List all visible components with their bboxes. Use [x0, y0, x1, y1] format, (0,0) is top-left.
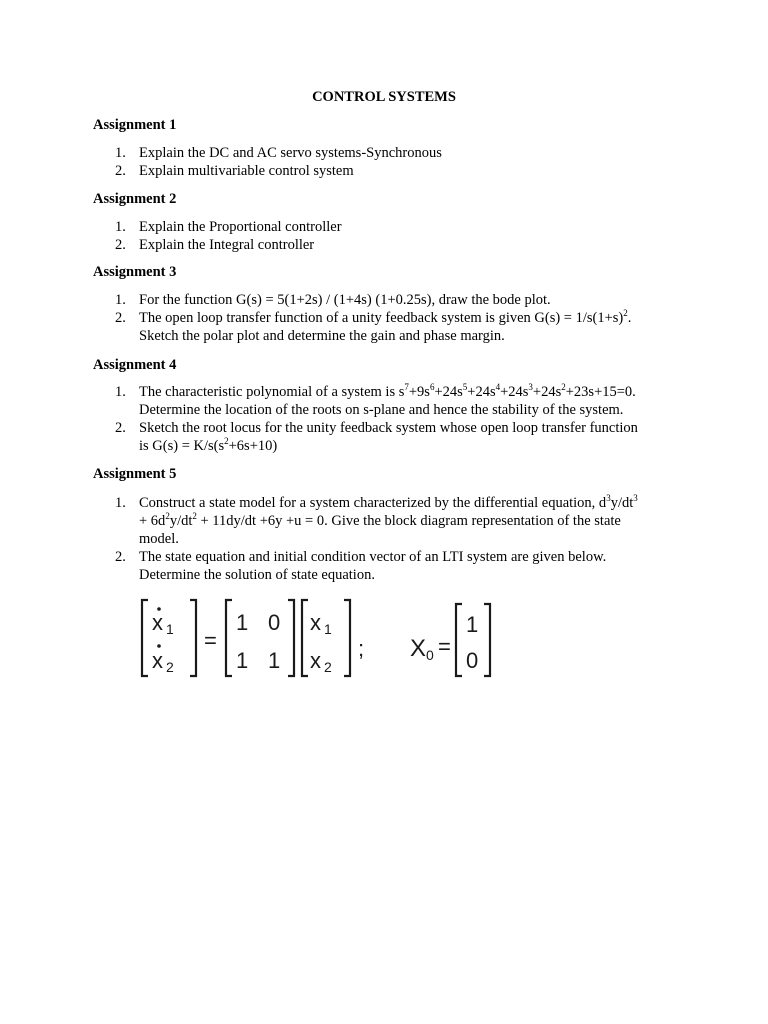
equals-sign-2: =	[438, 634, 451, 659]
list-item: 2. Explain the Integral controller	[115, 237, 315, 253]
assignment-5-heading: Assignment 5	[93, 466, 177, 482]
state-equation-svg	[138, 596, 528, 682]
assignment-1-list	[93, 144, 683, 180]
xdot2-sub: 2	[166, 659, 174, 675]
equals-sign: =	[204, 628, 217, 653]
page-title: CONTROL SYSTEMS	[312, 89, 456, 105]
list-item: 1. Explain the DC and AC servo systems-Synchronous	[115, 145, 442, 161]
bracket-left-icon	[302, 600, 308, 676]
semicolon: ;	[358, 636, 365, 661]
x0-label: X	[410, 635, 427, 662]
bracket-left-icon	[456, 604, 462, 676]
assignment-2-heading: Assignment 2	[93, 191, 177, 207]
a11: 1	[236, 610, 249, 635]
list-item: 1. The characteristic polynomial of a system is $s^7+9s^6+24s^5+24s^4+24s^3+24s^2+23s+15=0$. Determine the location of the roots on s-plane and hence the stability of the system.	[115, 382, 636, 418]
a12: 0	[268, 610, 281, 635]
bracket-left-icon	[226, 600, 232, 676]
assignment-4-list	[93, 383, 683, 455]
bracket-right-icon	[344, 600, 350, 676]
assignment-3-heading: Assignment 3	[93, 264, 177, 280]
state-equation-figure	[138, 596, 528, 682]
a21: 1	[236, 648, 249, 673]
v2: 0	[466, 648, 479, 673]
bracket-right-icon	[190, 600, 196, 676]
a22: 1	[268, 648, 281, 673]
assignment-4-heading: Assignment 4	[93, 357, 177, 373]
xdot1: x	[152, 610, 163, 635]
list-item: 2. Explain multivariable control system	[115, 163, 354, 179]
bracket-right-icon	[484, 604, 490, 676]
bracket-left-icon	[142, 600, 148, 676]
assignment-5-list	[93, 494, 683, 584]
xdot1-sub: 1	[166, 621, 174, 637]
x1-sub: 1	[324, 621, 332, 637]
assignment-3-list	[93, 291, 683, 345]
list-item: 1. Construct a state model for a system characterized by the differential equation, $d^3y/dt^3$ + $6d^2y/dt^2 + 11dy/dt +6y +u = 0$. Give the block diagram representation of the state model.	[115, 493, 638, 547]
assignment-1-heading: Assignment 1	[93, 117, 177, 133]
x0-sub: 0	[426, 647, 434, 663]
x2: x	[310, 648, 321, 673]
list-item: 1. For the function G(s) = 5(1+2s) / (1+4s) (1+0.25s), draw the bode plot.	[115, 292, 551, 308]
x1: x	[310, 610, 321, 635]
list-item: 2. Sketch the root locus for the unity feedback system whose open loop transfer function is $G(s) = K/s(s^2+6s+10)$	[115, 420, 638, 454]
assignment-2-list	[93, 218, 683, 254]
bracket-right-icon	[288, 600, 294, 676]
xdot2: x	[152, 648, 163, 673]
list-item: 1. Explain the Proportional controller	[115, 219, 342, 235]
v1: 1	[466, 612, 479, 637]
list-item: 2. The open loop transfer function of a unity feedback system is given $G(s) = 1/s(1+s)^2$. Sketch the polar plot and determine the gain and phase margin.	[115, 308, 632, 344]
list-item: 2. The state equation and initial condition vector of an LTI system are given below. Determine the solution of state equation.	[115, 549, 607, 583]
x2-sub: 2	[324, 659, 332, 675]
